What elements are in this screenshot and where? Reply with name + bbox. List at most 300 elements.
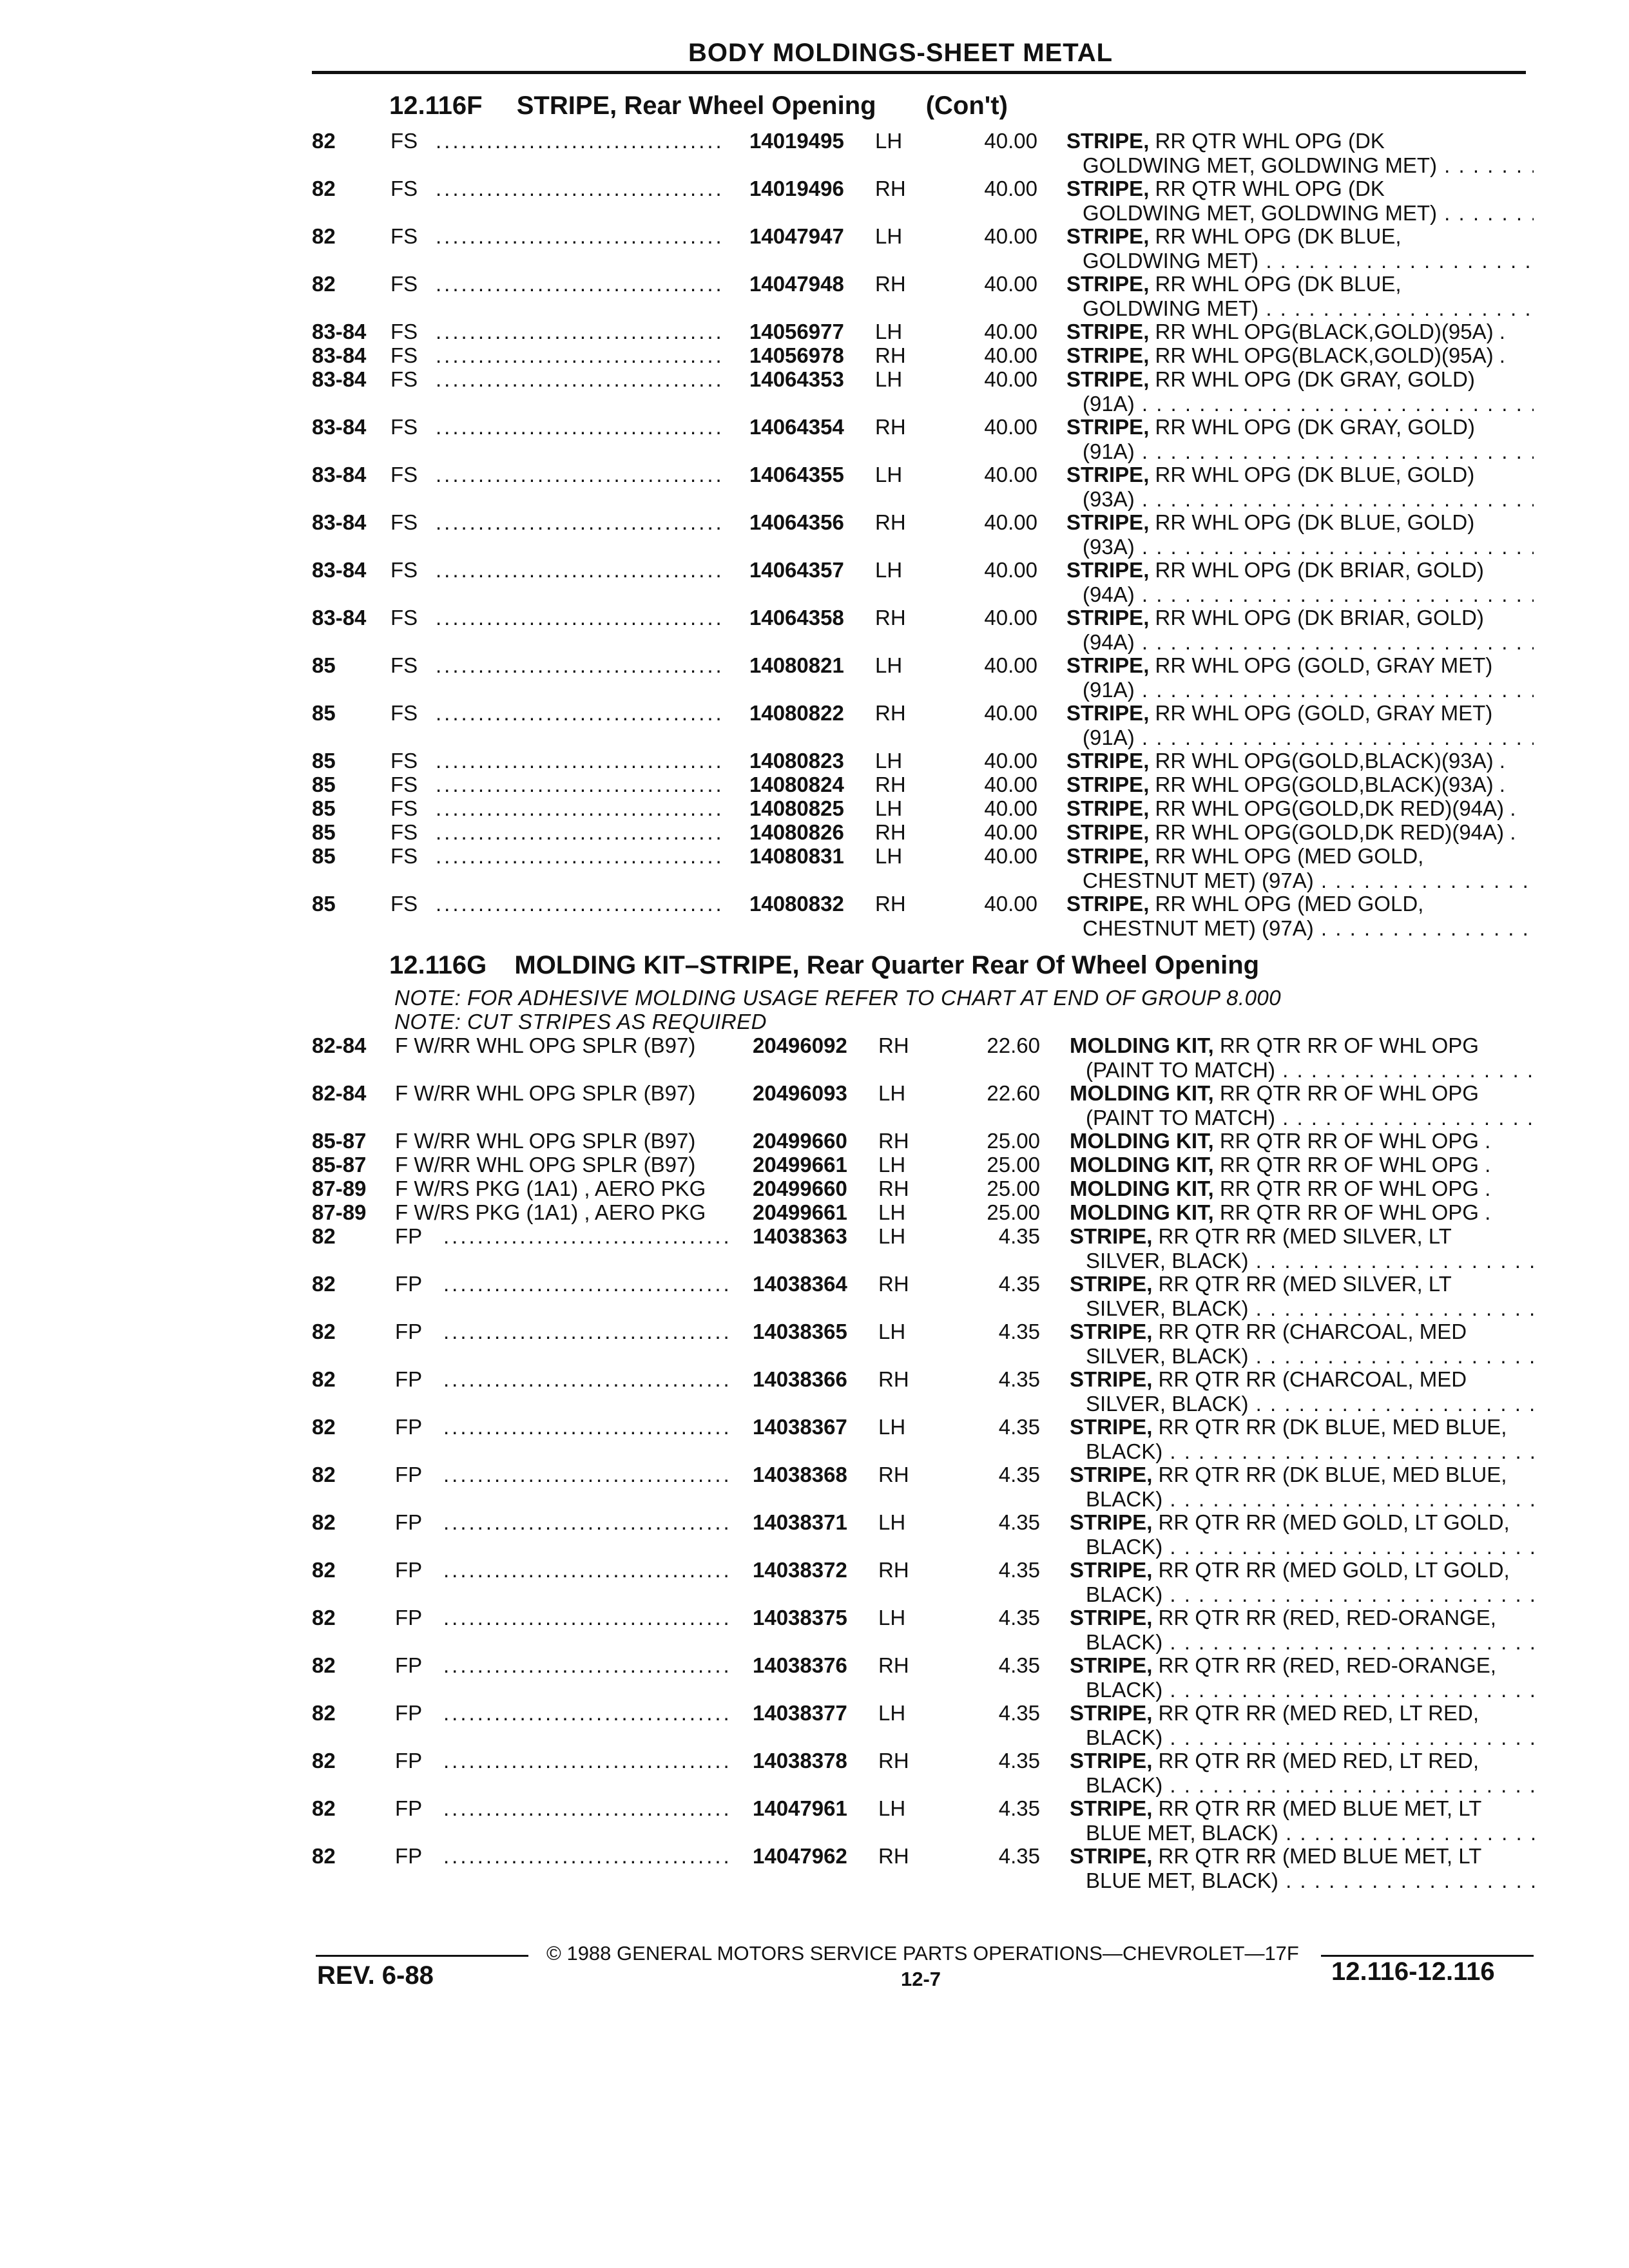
footer-copyright: © 1988 GENERAL MOTORS SERVICE PARTS OPERATIONS—CHEVROLET—17F [546, 1942, 1299, 1965]
part-number-cell: 14019496 [749, 177, 844, 200]
code-cell: FS [390, 510, 418, 534]
year-cell: 83-84 [312, 343, 367, 367]
side-cell: LH [878, 1200, 906, 1224]
description-cell [1070, 1844, 1537, 1893]
table-row [0, 1606, 1629, 1653]
description-label: STRIPE, [1070, 1749, 1153, 1773]
usage-cell: F W/RS PKG (1A1) , AERO PKG [395, 1200, 706, 1224]
part-number-cell: 14064353 [749, 367, 844, 391]
code-cell: FS [390, 653, 418, 677]
side-cell: RH [878, 1653, 909, 1677]
year-cell: 83-84 [312, 510, 367, 534]
description-line-1 [1066, 749, 1505, 773]
side-cell: LH [875, 224, 903, 248]
year-cell: 82 [312, 1367, 336, 1391]
description-cell [1070, 1200, 1537, 1225]
leader-dots [443, 1367, 729, 1392]
price-cell: 40.00 [984, 749, 1037, 773]
price-cell: 4.35 [998, 1796, 1040, 1820]
code-cell: FS [390, 272, 418, 296]
price-cell: 4.35 [998, 1653, 1040, 1677]
description-line-1 [1066, 892, 1423, 916]
description-label: STRIPE, [1070, 1367, 1153, 1391]
code-cell: FP [395, 1320, 423, 1343]
side-cell: RH [875, 773, 906, 796]
price-cell: 40.00 [984, 272, 1037, 296]
description-cell [1066, 343, 1534, 368]
page-header-title: BODY MOLDINGS-SHEET METAL [688, 39, 1113, 67]
price-cell: 40.00 [984, 510, 1037, 534]
description-line-1 [1066, 773, 1505, 796]
part-number-cell: 14038378 [753, 1749, 847, 1773]
leader-dots [436, 701, 726, 726]
part-number-cell: 14047961 [753, 1796, 847, 1820]
code-cell: FS [390, 606, 418, 629]
description-text: RR QTR RR OF WHL OPG [1219, 1081, 1479, 1105]
price-cell: 25.00 [987, 1153, 1040, 1177]
leader-dots [443, 1701, 729, 1725]
code-cell: FP [395, 1796, 423, 1820]
price-cell: 40.00 [984, 224, 1037, 248]
side-cell: LH [875, 129, 903, 153]
description-text: RR QTR WHL OPG (DK [1155, 129, 1385, 153]
year-cell: 82 [312, 177, 336, 200]
description-line-2: (PAINT TO MATCH) . . . [1070, 1058, 1537, 1082]
year-cell: 85 [312, 820, 336, 844]
table-row [0, 367, 1629, 415]
leader-dots [436, 558, 726, 582]
code-cell: FS [390, 224, 418, 248]
table-row [0, 1081, 1629, 1129]
description-line-1 [1070, 1463, 1507, 1486]
table-row [0, 272, 1629, 320]
description-line-1 [1066, 796, 1516, 820]
description-line-1 [1070, 1200, 1490, 1224]
leader-dots [443, 1653, 729, 1678]
description-label: STRIPE, [1066, 510, 1150, 534]
description-text: RR QTR WHL OPG (DK [1155, 177, 1385, 200]
price-cell: 4.35 [998, 1510, 1040, 1534]
year-cell: 82 [312, 1510, 336, 1534]
description-label: STRIPE, [1066, 606, 1150, 629]
part-number-cell: 14056978 [749, 343, 844, 367]
description-line-1 [1066, 606, 1484, 629]
description-label: MOLDING KIT, [1070, 1153, 1214, 1177]
table-row [0, 701, 1629, 749]
description-line-2: GOLDWING MET, GOLDWING MET) . . . [1066, 153, 1534, 178]
description-cell [1066, 129, 1534, 178]
description-line-1 [1070, 1153, 1490, 1177]
description-cell [1070, 1272, 1537, 1321]
year-cell: 82 [312, 224, 336, 248]
part-number-cell: 14080824 [749, 773, 844, 796]
part-number-cell: 20499660 [753, 1177, 847, 1200]
description-text: RR WHL OPG(GOLD,DK RED)(94A) [1155, 796, 1505, 820]
description-line-1 [1066, 510, 1474, 534]
description-cell [1070, 1749, 1537, 1798]
description-line-2: BLACK) . . . [1070, 1582, 1537, 1607]
usage-cell: F W/RS PKG (1A1) , AERO PKG [395, 1177, 706, 1200]
description-line-1 [1066, 701, 1492, 725]
description-cell [1070, 1510, 1537, 1559]
description-label: MOLDING KIT, [1070, 1033, 1214, 1057]
year-cell: 82 [312, 272, 336, 296]
leader-dots [436, 343, 726, 368]
part-number-cell: 14080821 [749, 653, 844, 677]
code-cell: FP [395, 1367, 423, 1391]
description-cell [1066, 606, 1534, 655]
description-line-2: BLACK) . . . [1070, 1773, 1537, 1798]
leader-dots [436, 796, 726, 821]
footer-section-range: 12.116-12.116 [1331, 1957, 1495, 1986]
description-cell [1066, 415, 1534, 464]
description-line-1 [1066, 129, 1385, 153]
price-cell: 40.00 [984, 773, 1037, 796]
description-cell [1070, 1701, 1537, 1750]
description-label: STRIPE, [1070, 1463, 1153, 1486]
code-cell: FS [390, 343, 418, 367]
year-cell: 82 [312, 1796, 336, 1820]
leader-dots [443, 1320, 729, 1344]
code-cell: FS [390, 558, 418, 582]
description-text: RR QTR RR (MED BLUE MET, LT [1158, 1796, 1482, 1820]
description-cell [1066, 463, 1534, 512]
year-cell: 85 [312, 701, 336, 725]
description-cell [1070, 1796, 1537, 1845]
description-label: STRIPE, [1070, 1796, 1153, 1820]
year-cell: 87-89 [312, 1177, 367, 1200]
description-line-2: BLACK) . . . [1070, 1439, 1537, 1464]
description-line-1 [1066, 272, 1402, 296]
price-cell: 22.60 [987, 1033, 1040, 1057]
description-text: RR WHL OPG (DK BRIAR, GOLD) [1155, 558, 1484, 582]
table-row [0, 820, 1629, 844]
description-cell [1070, 1224, 1537, 1273]
description-line-2: (91A) . . . [1066, 392, 1534, 416]
year-cell: 85 [312, 773, 336, 796]
description-line-1 [1066, 367, 1475, 391]
side-cell: LH [875, 749, 903, 773]
price-cell: 25.00 [987, 1129, 1040, 1153]
part-number-cell: 14038366 [753, 1367, 847, 1391]
side-cell: RH [875, 415, 906, 439]
part-number-cell: 20499660 [753, 1129, 847, 1153]
description-line-2: SILVER, BLACK) . . . [1070, 1296, 1537, 1321]
leader-dots [443, 1415, 729, 1439]
description-cell [1066, 749, 1534, 773]
table-row [0, 1844, 1629, 1892]
side-cell: LH [875, 796, 903, 820]
description-line-1 [1066, 320, 1505, 343]
part-number-cell: 14080832 [749, 892, 844, 916]
table-row [0, 773, 1629, 796]
side-cell: RH [878, 1367, 909, 1391]
description-text: RR QTR RR (MED RED, LT RED, [1158, 1701, 1479, 1725]
table-row [0, 1415, 1629, 1463]
description-line-1 [1070, 1081, 1479, 1105]
usage-cell: F W/RR WHL OPG SPLR (B97) [395, 1033, 696, 1057]
side-cell: LH [878, 1510, 906, 1534]
price-cell: 40.00 [984, 796, 1037, 820]
description-label: MOLDING KIT, [1070, 1177, 1214, 1200]
description-line-1 [1070, 1510, 1510, 1534]
description-line-2: BLACK) . . . [1070, 1678, 1537, 1702]
description-text: RR WHL OPG(BLACK,GOLD)(95A) [1155, 320, 1494, 343]
description-text: RR WHL OPG (DK GRAY, GOLD) [1155, 367, 1475, 391]
part-number-cell: 14038375 [753, 1606, 847, 1629]
description-text: RR QTR RR (MED RED, LT RED, [1158, 1749, 1479, 1773]
code-cell: FS [390, 701, 418, 725]
description-text: RR QTR RR (RED, RED-ORANGE, [1158, 1606, 1496, 1629]
leader-dots [436, 129, 726, 153]
code-cell: FP [395, 1272, 423, 1296]
part-number-cell: 14038372 [753, 1558, 847, 1582]
part-number-cell: 14038377 [753, 1701, 847, 1725]
code-cell: FP [395, 1701, 423, 1725]
side-cell: RH [878, 1463, 909, 1486]
description-line-1 [1070, 1320, 1467, 1343]
description-label: STRIPE, [1066, 653, 1150, 677]
part-number-cell: 14080822 [749, 701, 844, 725]
description-line-1 [1070, 1606, 1496, 1629]
description-text: RR WHL OPG (MED GOLD, [1155, 892, 1424, 916]
usage-cell: F W/RR WHL OPG SPLR (B97) [395, 1129, 696, 1153]
code-cell: FP [395, 1463, 423, 1486]
section-heading-12116g [389, 951, 1259, 980]
description-label: MOLDING KIT, [1070, 1129, 1214, 1153]
code-cell: FS [390, 892, 418, 916]
price-cell: 40.00 [984, 701, 1037, 725]
description-line-1 [1070, 1749, 1479, 1773]
table-row [0, 1033, 1629, 1081]
code-cell: FS [390, 129, 418, 153]
side-cell: LH [878, 1796, 906, 1820]
description-line-2: (91A) . . . [1066, 726, 1534, 750]
code-cell: FP [395, 1510, 423, 1534]
description-text: RR QTR RR (DK BLUE, MED BLUE, [1158, 1463, 1507, 1486]
description-label: STRIPE, [1066, 177, 1150, 200]
side-cell: RH [875, 272, 906, 296]
code-cell: FS [390, 844, 418, 868]
leader-dots [436, 320, 726, 344]
description-text: RR QTR RR (MED SILVER, LT [1158, 1224, 1452, 1248]
leader-dots [436, 463, 726, 487]
description-text: RR WHL OPG(BLACK,GOLD)(95A) [1155, 343, 1494, 367]
side-cell: RH [875, 606, 906, 629]
price-cell: 40.00 [984, 653, 1037, 677]
description-line-2: (93A) . . . [1066, 535, 1534, 559]
description-cell [1066, 272, 1534, 321]
year-cell: 85 [312, 796, 336, 820]
table-row [0, 1463, 1629, 1510]
table-row [0, 415, 1629, 463]
year-cell: 82-84 [312, 1033, 367, 1057]
part-number-cell: 14047948 [749, 272, 844, 296]
table-row [0, 1749, 1629, 1796]
section-continued: (Con't) [925, 91, 1008, 120]
side-cell: LH [878, 1153, 906, 1177]
section-title: MOLDING KIT–STRIPE, Rear Quarter Rear Of Wheel Opening [514, 951, 1260, 979]
table-row [0, 224, 1629, 272]
side-cell: RH [878, 1844, 909, 1868]
side-cell: LH [875, 653, 903, 677]
year-cell: 82 [312, 1844, 336, 1868]
side-cell: RH [875, 343, 906, 367]
table-row [0, 892, 1629, 939]
price-cell: 40.00 [984, 558, 1037, 582]
price-cell: 40.00 [984, 844, 1037, 868]
part-number-cell: 14038365 [753, 1320, 847, 1343]
description-label: STRIPE, [1066, 224, 1150, 248]
code-cell: FP [395, 1415, 423, 1439]
side-cell: RH [875, 510, 906, 534]
description-text: RR WHL OPG (MED GOLD, [1155, 844, 1424, 868]
description-line-1 [1070, 1653, 1496, 1677]
side-cell: RH [878, 1749, 909, 1773]
description-cell [1070, 1653, 1537, 1702]
description-text: RR QTR RR OF WHL OPG [1219, 1177, 1479, 1200]
description-label: STRIPE, [1070, 1606, 1153, 1629]
price-cell: 4.35 [998, 1272, 1040, 1296]
description-text: RR WHL OPG (DK GRAY, GOLD) [1155, 415, 1475, 439]
price-cell: 25.00 [987, 1200, 1040, 1224]
leader-dots [436, 844, 726, 869]
description-line-1 [1070, 1796, 1481, 1820]
description-line-2: CHESTNUT MET) (97A) . . . [1066, 916, 1534, 941]
description-line-1 [1070, 1224, 1452, 1248]
usage-cell: F W/RR WHL OPG SPLR (B97) [395, 1081, 696, 1105]
leader-dots [443, 1224, 729, 1249]
description-cell [1070, 1177, 1537, 1201]
description-label: STRIPE, [1070, 1844, 1153, 1868]
leader-dots [436, 653, 726, 678]
description-cell [1070, 1153, 1537, 1177]
table-row [0, 1200, 1629, 1224]
description-line-1 [1070, 1558, 1510, 1582]
description-line-1 [1066, 653, 1492, 677]
year-cell: 82 [312, 1415, 336, 1439]
description-label: STRIPE, [1066, 558, 1150, 582]
side-cell: RH [875, 820, 906, 844]
description-cell [1066, 224, 1534, 273]
year-cell: 85-87 [312, 1153, 367, 1177]
code-cell: FS [390, 415, 418, 439]
leader-dots [436, 820, 726, 845]
description-label: STRIPE, [1070, 1701, 1153, 1725]
description-text: RR WHL OPG(GOLD,BLACK)(93A) [1155, 773, 1494, 796]
description-line-1 [1070, 1272, 1452, 1296]
code-cell: FP [395, 1606, 423, 1629]
description-text: RR WHL OPG (DK BLUE, GOLD) [1155, 463, 1475, 486]
price-cell: 40.00 [984, 892, 1037, 916]
price-cell: 4.35 [998, 1701, 1040, 1725]
description-text: RR QTR RR OF WHL OPG [1219, 1033, 1479, 1057]
description-label: STRIPE, [1070, 1510, 1153, 1534]
description-label: STRIPE, [1066, 749, 1150, 773]
description-text: RR QTR RR OF WHL OPG [1219, 1200, 1479, 1224]
section-title: STRIPE, Rear Wheel Opening [516, 91, 876, 120]
description-label: MOLDING KIT, [1070, 1200, 1214, 1224]
description-line-1 [1070, 1129, 1490, 1153]
price-cell: 4.35 [998, 1320, 1040, 1343]
leader-dots [436, 892, 726, 916]
table-row [0, 1272, 1629, 1320]
description-label: STRIPE, [1066, 367, 1150, 391]
price-cell: 4.35 [998, 1415, 1040, 1439]
code-cell: FP [395, 1749, 423, 1773]
year-cell: 82 [312, 1606, 336, 1629]
description-line-2: (94A) . . . [1066, 582, 1534, 607]
table-row [0, 1558, 1629, 1606]
description-cell [1070, 1129, 1537, 1153]
section-heading-12116f [389, 91, 1008, 120]
description-text: RR WHL OPG(GOLD,BLACK)(93A) [1155, 749, 1494, 773]
leader-dots [443, 1606, 729, 1630]
price-cell: 40.00 [984, 177, 1037, 200]
table-row [0, 1129, 1629, 1153]
year-cell: 85 [312, 892, 336, 916]
description-text: RR QTR RR (CHARCOAL, MED [1158, 1320, 1467, 1343]
side-cell: RH [878, 1558, 909, 1582]
table-row [0, 320, 1629, 343]
description-line-1 [1070, 1844, 1481, 1868]
part-number-cell: 14064356 [749, 510, 844, 534]
side-cell: LH [875, 844, 903, 868]
part-number-cell: 14064357 [749, 558, 844, 582]
description-cell [1070, 1463, 1537, 1512]
year-cell: 82-84 [312, 1081, 367, 1105]
table-row [0, 177, 1629, 224]
leader-dots [436, 749, 726, 773]
description-line-2: BLACK) . . . [1070, 1487, 1537, 1512]
description-cell [1070, 1367, 1537, 1416]
leader-dots [436, 415, 726, 439]
table-row [0, 1653, 1629, 1701]
leader-dots [436, 367, 726, 392]
description-line-2: (PAINT TO MATCH) . . . [1070, 1106, 1537, 1130]
description-line-1 [1066, 224, 1402, 248]
description-label: STRIPE, [1066, 892, 1150, 916]
price-cell: 4.35 [998, 1367, 1040, 1391]
description-label: STRIPE, [1066, 415, 1150, 439]
description-text: RR WHL OPG(GOLD,DK RED)(94A) [1155, 820, 1505, 844]
description-cell [1066, 701, 1534, 750]
description-line-2: BLUE MET, BLACK) . . . [1070, 1869, 1537, 1893]
price-cell: 4.35 [998, 1224, 1040, 1248]
description-line-2: SILVER, BLACK) . . . [1070, 1344, 1537, 1369]
price-cell: 4.35 [998, 1463, 1040, 1486]
side-cell: LH [875, 320, 903, 343]
code-cell: FS [390, 367, 418, 391]
description-label: STRIPE, [1070, 1415, 1153, 1439]
part-number-cell: 14047947 [749, 224, 844, 248]
leader-dots [436, 510, 726, 535]
table-row [0, 343, 1629, 367]
code-cell: FP [395, 1558, 423, 1582]
description-line-1 [1066, 463, 1474, 486]
part-number-cell: 14019495 [749, 129, 844, 153]
leader-dots [443, 1463, 729, 1487]
description-line-2: BLACK) . . . [1070, 1535, 1537, 1559]
year-cell: 82 [312, 129, 336, 153]
leader-dots [443, 1510, 729, 1535]
description-cell [1066, 844, 1534, 893]
part-number-cell: 14038368 [753, 1463, 847, 1486]
description-line-1 [1070, 1415, 1507, 1439]
part-number-cell: 14080826 [749, 820, 844, 844]
description-line-2: (93A) . . . [1066, 487, 1534, 512]
table-row [0, 1177, 1629, 1200]
